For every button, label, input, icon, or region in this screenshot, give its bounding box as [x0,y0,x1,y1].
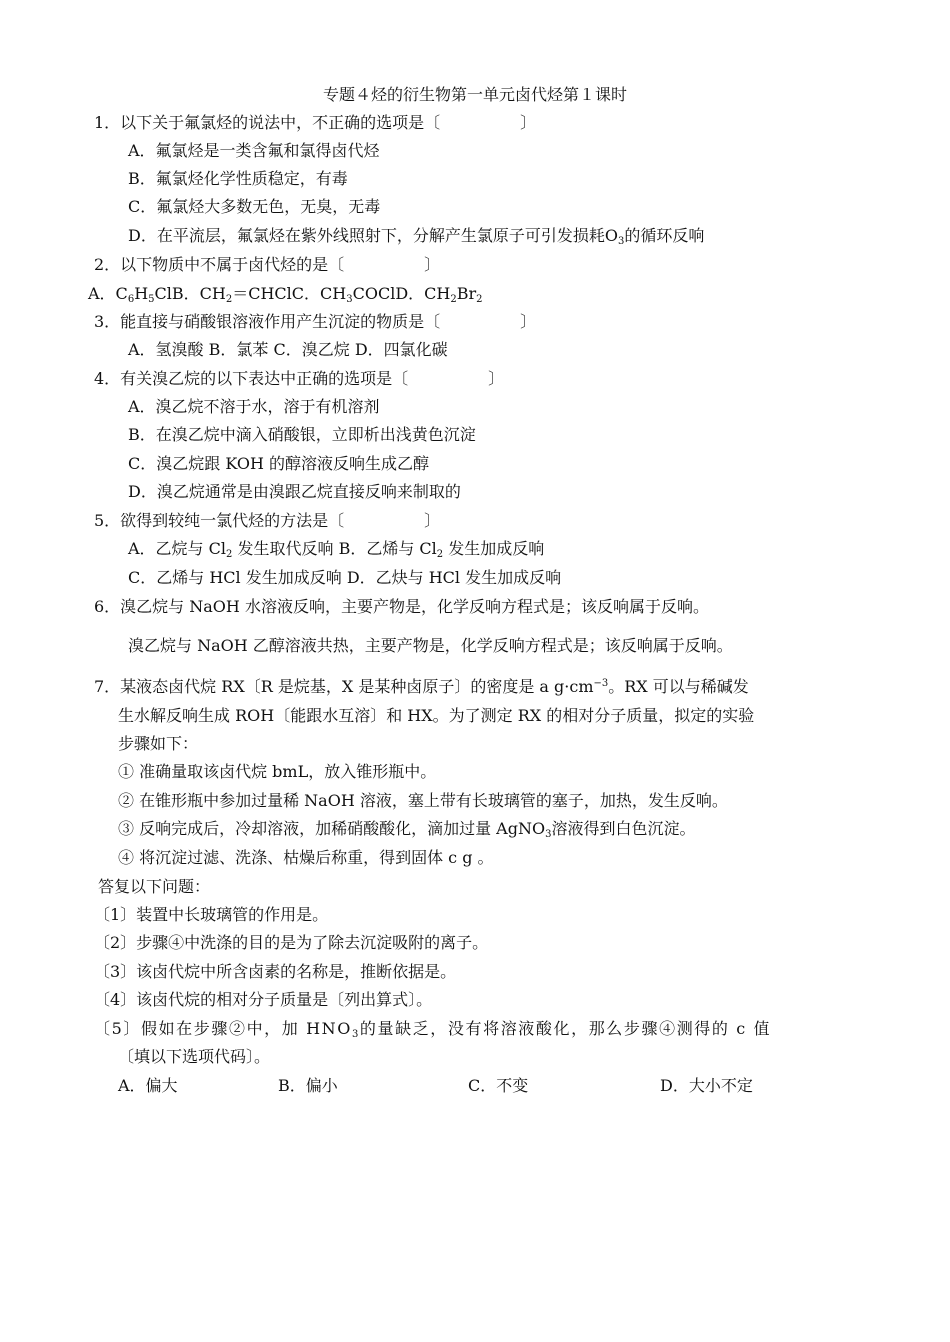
q1-stem: 1．以下关于氟氯烃的说法中，不正确的选项是〔 〕 [94,113,537,132]
q5-ab-part-2: 发生取代反响 B．乙烯与 Cl [232,539,437,558]
q7-s3-text-end: 溶液得到白色沉淀。 [551,819,696,838]
page-title: 专题４烃的衍生物第一单元卤代烃第１课时 [322,85,627,104]
q7-line-3: 步骤如下： [118,734,199,753]
q5-ab-sub-2: 2 [436,549,444,560]
q2-sub-1: 6 [127,294,135,305]
q2-sub-4: 3 [346,294,353,305]
q2-options [88,283,483,307]
q7-l1-text: 7．某液态卤代烷 RX〔R 是烷基，X 是某种卤原子〕的密度是 a g·cm [94,677,594,696]
q7-part-5-line-2: 〔填以下选项代码〕。 [118,1047,271,1066]
q7-l1-sup: −3 [593,678,609,689]
q4-option-a: A．溴乙烷不溶于水，溶于有机溶剂 [128,397,380,416]
q2-part-3: ClB．CH [154,284,226,303]
q1-option-d [128,225,704,249]
q1-option-c: C．氟氯烃大多数无色，无臭，无毒 [128,197,381,216]
q7-part-5-options [118,1075,838,1099]
q5-ab-sub-1: 2 [226,549,233,560]
q2-sub-2: 5 [148,294,155,305]
q3-options: A．氢溴酸 B．氯苯 C．溴乙烷 D．四氯化碳 [128,340,448,359]
q2-sub-5: 2 [450,294,457,305]
q5-options-cd: C．乙烯与 HCl 发生加成反响 D．乙炔与 HCl 发生加成反响 [128,568,562,587]
q2-sub-6: 2 [476,294,483,305]
q4-option-c: C．溴乙烷跟 KOH 的醇溶液反响生成乙醇 [128,454,430,473]
q2-part-4: ＝CHClC．CH [232,284,347,303]
q7-l1-text-end: 。RX 可以与稀碱发 [608,677,749,696]
q7-part-2: 〔2〕步骤④中洗涤的目的是为了除去沉淀吸附的离子。 [94,933,489,952]
q7-p5-text-end: 的量缺乏，没有将溶液酸化，那么步骤④测得的 c 值 [359,1019,772,1038]
q5-stem: 5．欲得到较纯一氯代烃的方法是〔 〕 [94,511,441,530]
q7-part-5 [94,1018,771,1042]
q2-part-5: COClD．CH [352,284,451,303]
q7-option-a: A．偏大 [118,1076,178,1095]
q7-part-3: 〔3〕该卤代烷中所含卤素的名称是，推断依据是。 [94,962,457,981]
q2-part-6: Br [456,284,477,303]
q5-ab-part-1: A．乙烷与 Cl [128,539,227,558]
q7-line-1 [94,676,749,700]
q3-stem: 3．能直接与硝酸银溶液作用产生沉淀的物质是〔 〕 [94,312,537,331]
q2-stem: 2．以下物质中不属于卤代烃的是〔 〕 [94,255,441,274]
q5-ab-part-3: 发生加成反响 [443,539,545,558]
q1-option-a: A．氟氯烃是一类含氟和氯得卤代烃 [128,141,380,160]
q4-option-b: B．在溴乙烷中滴入硝酸银，立即析出浅黄色沉淀 [128,425,476,444]
q1-option-b: B．氟氯烃化学性质稳定，有毒 [128,169,348,188]
q2-sub-3: 2 [225,294,233,305]
q7-option-d: D．大小不定 [660,1076,753,1095]
q7-option-b: B．偏小 [278,1076,338,1095]
q1-d-text: D．在平流层，氟氯烃在紫外线照射下，分解产生氯原子可引发损耗O [128,226,618,245]
q7-step-2: ② 在锥形瓶中参加过量稀 NaOH 溶液，塞上带有长玻璃管的塞子，加热，发生反响。 [118,791,728,810]
q7-line-2: 生水解反响生成 ROH〔能跟水互溶〕和 HX。为了测定 RX 的相对分子质量，拟定的实验 [118,706,755,725]
q4-option-d: D．溴乙烷通常是由溴跟乙烷直接反响来制取的 [128,482,461,501]
q7-step-4: ④ 将沉淀过滤、洗涤、枯燥后称重，得到固体 c g 。 [118,848,494,867]
q7-part-1: 〔1〕装置中长玻璃管的作用是。 [94,905,329,924]
q6-line-2: 溴乙烷与 NaOH 乙醇溶液共热，主要产物是，化学反响方程式是；该反响属于反响。 [128,636,733,655]
q5-options-ab [128,538,544,562]
q2-part-1: A．C [88,284,128,303]
q4-stem: 4．有关溴乙烷的以下表达中正确的选项是〔 〕 [94,369,505,388]
q7-step-3 [118,818,695,842]
q7-p5-sub: 3 [351,1029,360,1040]
q7-s3-sub: 3 [545,829,552,840]
q1-d-sub: 3 [617,236,625,247]
q1-d-text-end: 的循环反响 [624,226,705,245]
q2-part-2: H [134,284,149,303]
q7-step-1: ① 准确量取该卤代烷 bmL，放入锥形瓶中。 [118,762,437,781]
q7-s3-text: ③ 反响完成后，冷却溶液，加稀硝酸酸化，滴加过量 AgNO [118,819,546,838]
q6-line-1: 6．溴乙烷与 NaOH 水溶液反响，主要产物是，化学反响方程式是；该反响属于反响。 [94,597,709,616]
q7-p5-text: 〔5〕假如在步骤②中，加 HNO [94,1019,352,1038]
q7-answer-heading: 答复以下问题： [98,877,211,896]
q7-part-4: 〔4〕该卤代烷的相对分子质量是〔列出算式〕。 [94,990,433,1009]
q7-option-c: C．不变 [468,1076,529,1095]
